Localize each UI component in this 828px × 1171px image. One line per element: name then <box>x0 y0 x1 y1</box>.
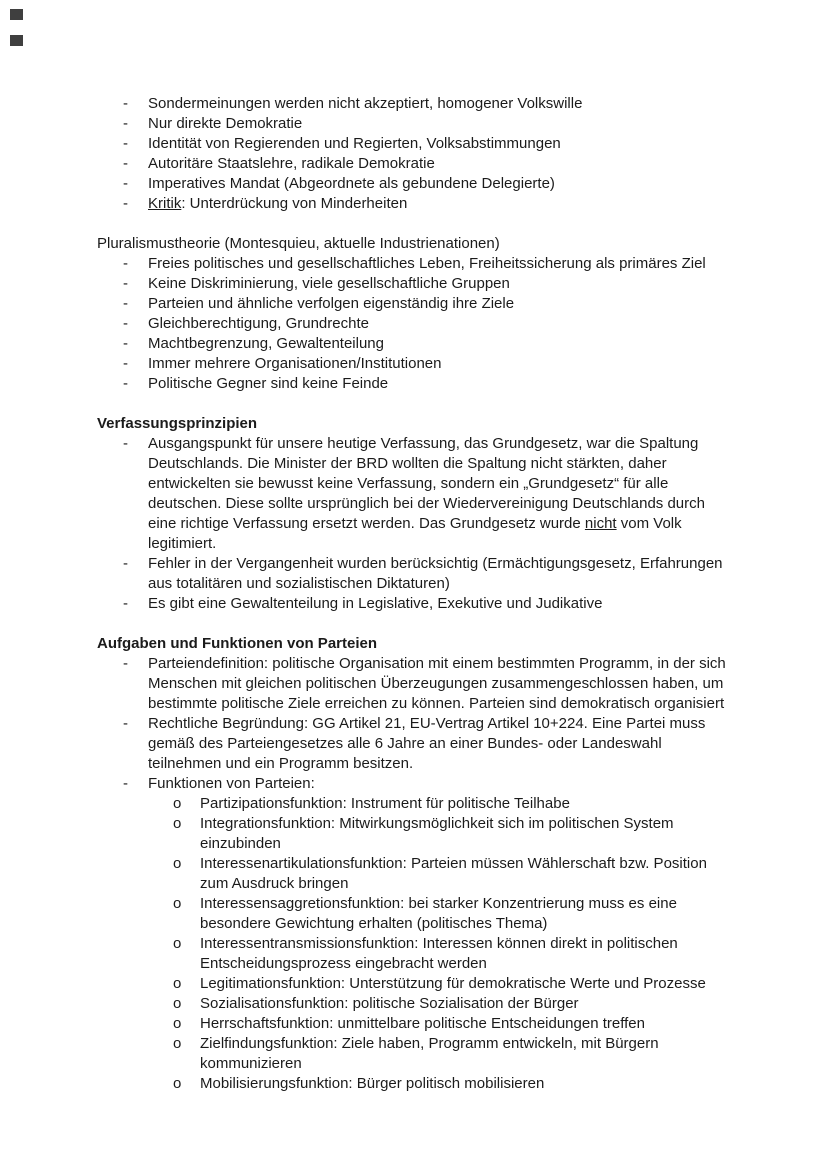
bullet-dash: - <box>123 255 128 272</box>
list-item <box>97 354 731 374</box>
bullet-circle: o <box>173 1015 182 1032</box>
list-item-text: Identität von Regierenden und Regierten, Volksabstimmungen <box>148 135 561 152</box>
parteien-functions-sublist <box>97 794 731 1094</box>
text-run: vom Volk legitimiert. <box>148 515 682 552</box>
list-item <box>97 114 731 134</box>
list-item-text <box>148 194 731 214</box>
list-item <box>97 554 731 594</box>
list-item <box>97 374 731 394</box>
sublist-item-text: Interessenartikulationsfunktion: Parteien müssen Wählerschaft bzw. Position zum Ausdruck bringen <box>200 855 707 892</box>
section-heading-verfassungsprinzipien: Verfassungsprinzipien <box>97 415 258 432</box>
underlined-text: nicht <box>584 515 617 532</box>
sublist-item <box>97 854 731 894</box>
bullet-dash: - <box>123 95 128 112</box>
bullet-circle: o <box>173 895 182 912</box>
bullet-circle: o <box>173 815 182 832</box>
list-item <box>97 194 731 214</box>
bullet-dash: - <box>123 335 128 352</box>
pluralismus-list <box>97 254 731 394</box>
list-item-text: Es gibt eine Gewaltenteilung in Legislative, Exekutive und Judikative <box>148 595 603 612</box>
bullet-circle: o <box>173 1075 182 1092</box>
bullet-dash: - <box>123 595 128 612</box>
sublist-item <box>97 994 731 1014</box>
bullet-dash: - <box>123 155 128 172</box>
list-item-text: Fehler in der Vergangenheit wurden berücksichtig (Ermächtigungsgesetz, Erfahrungen aus totalitären und sozialistischen Diktaturen) <box>148 555 723 592</box>
list-item-text: Parteiendefinition: politische Organisation mit einem bestimmten Programm, in der sich Menschen mit gleichen politischen Überzeugungen zusammengeschlossen haben, um bestimmte politische Ziele erreichen zu können. Parteien sind demokratisch organisiert <box>148 655 726 712</box>
bullet-dash: - <box>123 435 128 452</box>
sublist-item-text: Sozialisationsfunktion: politische Sozialisation der Bürger <box>200 995 579 1012</box>
bullet-dash: - <box>123 135 128 152</box>
bullet-circle: o <box>173 795 182 812</box>
bullet-circle: o <box>173 935 182 952</box>
bullet-dash: - <box>123 275 128 292</box>
sublist-item-text: Integrationsfunktion: Mitwirkungsmöglichkeit sich im politischen System einzubinden <box>200 815 674 852</box>
section-heading-pluralismustheorie: Pluralismustheorie (Montesquieu, aktuelle Industrienationen) <box>97 235 500 252</box>
list-item <box>97 434 731 554</box>
underlined-text: Kritik <box>148 195 182 212</box>
sublist-item <box>97 1074 731 1094</box>
bullet-dash: - <box>123 375 128 392</box>
sublist-item-text: Herrschaftsfunktion: unmittelbare politische Entscheidungen treffen <box>200 1015 645 1032</box>
section-heading-parteien: Aufgaben und Funktionen von Parteien <box>97 635 378 652</box>
bullet-dash: - <box>123 295 128 312</box>
list-item <box>97 274 731 294</box>
bullet-circle: o <box>173 855 182 872</box>
list-item-text: Gleichberechtigung, Grundrechte <box>148 315 369 332</box>
bullet-dash: - <box>123 775 128 792</box>
text-run: : Unterdrückung von Minderheiten <box>181 195 408 212</box>
sublist-item <box>97 1034 731 1074</box>
sublist-item-text: Mobilisierungsfunktion: Bürger politisch mobilisieren <box>200 1075 545 1092</box>
list-item-text: Machtbegrenzung, Gewaltenteilung <box>148 335 384 352</box>
sublist-item <box>97 894 731 934</box>
list-item-text: Sondermeinungen werden nicht akzeptiert, homogener Volkswille <box>148 95 583 112</box>
list-item-text: Autoritäre Staatslehre, radikale Demokratie <box>148 155 435 172</box>
list-item <box>97 594 731 614</box>
list-item-text: Funktionen von Parteien: <box>148 775 315 792</box>
list-item <box>97 94 731 114</box>
list-item <box>97 174 731 194</box>
identity-theory-list <box>97 94 731 214</box>
sublist-item <box>97 1014 731 1034</box>
list-item-text <box>148 434 731 554</box>
list-item <box>97 254 731 274</box>
bullet-dash: - <box>123 175 128 192</box>
verfassung-list <box>97 434 731 614</box>
list-item-text: Imperatives Mandat (Abgeordnete als gebundene Delegierte) <box>148 175 555 192</box>
bullet-dash: - <box>123 315 128 332</box>
list-item <box>97 134 731 154</box>
list-item <box>97 774 731 794</box>
bullet-dash: - <box>123 555 128 572</box>
list-item-text: Nur direkte Demokratie <box>148 115 303 132</box>
sublist-item <box>97 934 731 974</box>
list-item-text: Rechtliche Begründung: GG Artikel 21, EU-Vertrag Artikel 10+224. Eine Partei muss gemäß des Parteiengesetzes alle 6 Jahre an einer Bundes- oder Landeswahl teilnehmen und ein Programm besitzen. <box>148 715 706 772</box>
text-run: Ausgangspunkt für unsere heutige Verfassung, das Grundgesetz, war die Spaltung Deutschlands. Die Minister der BRD wollten die Spaltung nicht stärkten, daher entwickelten sie bewusst keine Verfassung, sondern ein „Grundgesetz“ für alle deutschen. Diese sollte ursprünglich bei der Wiedervereinigung Deutschlands durch eine richtige Verfassung ersetzt werden. Das Grundgesetz wurde <box>148 435 705 532</box>
list-item-text: Keine Diskriminierung, viele gesellschaftliche Gruppen <box>148 275 510 292</box>
bullet-dash: - <box>123 715 128 732</box>
parteien-list <box>97 654 731 1094</box>
list-item-text: Immer mehrere Organisationen/Institutionen <box>148 355 442 372</box>
sublist-item <box>97 814 731 854</box>
bullet-dash: - <box>123 655 128 672</box>
list-item <box>97 294 731 314</box>
sublist-item-text: Interessensaggretionsfunktion: bei starker Konzentrierung muss es eine besondere Gewichtung erhalten (politisches Thema) <box>200 895 677 932</box>
sublist-item-text: Partizipationsfunktion: Instrument für politische Teilhabe <box>200 795 570 812</box>
corner-mark-icon <box>10 35 23 46</box>
bullet-dash: - <box>123 355 128 372</box>
list-item <box>97 154 731 174</box>
sublist-item <box>97 974 731 994</box>
sublist-item-text: Zielfindungsfunktion: Ziele haben, Programm entwickeln, mit Bürgern kommunizieren <box>200 1035 659 1072</box>
list-item <box>97 654 731 714</box>
bullet-circle: o <box>173 975 182 992</box>
list-item <box>97 334 731 354</box>
list-item-text: Politische Gegner sind keine Feinde <box>148 375 389 392</box>
sublist-item-text: Legitimationsfunktion: Unterstützung für demokratische Werte und Prozesse <box>200 975 706 992</box>
bullet-circle: o <box>173 1035 182 1052</box>
bullet-dash: - <box>123 115 128 132</box>
sublist-item-text: Interessentransmissionsfunktion: Interessen können direkt in politischen Entscheidungsprozess eingebracht werden <box>200 935 678 972</box>
list-item <box>97 714 731 774</box>
bullet-dash: - <box>123 195 128 212</box>
list-item-text: Freies politisches und gesellschaftliches Leben, Freiheitssicherung als primäres Ziel <box>148 255 706 272</box>
sublist-item <box>97 794 731 814</box>
corner-mark-icon <box>10 9 23 20</box>
list-item-text: Parteien und ähnliche verfolgen eigenständig ihre Ziele <box>148 295 515 312</box>
list-item <box>97 314 731 334</box>
bullet-circle: o <box>173 995 182 1012</box>
